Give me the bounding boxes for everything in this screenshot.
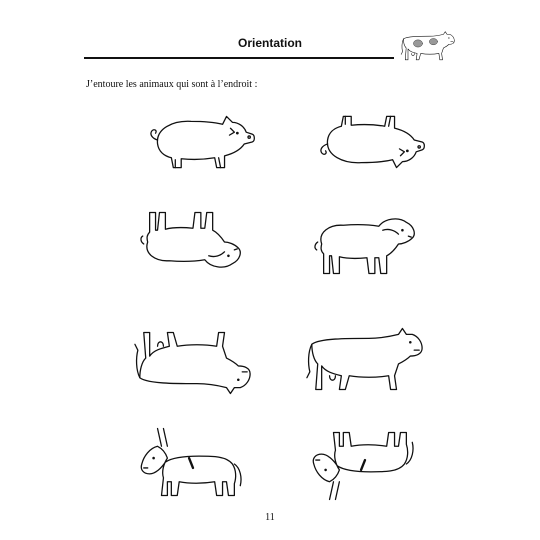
animal-donkey-upside-down[interactable] xyxy=(300,424,430,504)
animal-pig-upright[interactable] xyxy=(130,104,260,184)
cow-icon xyxy=(398,28,458,68)
sheep-icon xyxy=(126,202,256,282)
animal-sheep-upside-down[interactable] xyxy=(126,202,256,282)
animal-pig-upside-down[interactable] xyxy=(300,100,430,180)
animal-donkey-upright[interactable] xyxy=(128,424,258,504)
page-title: Orientation xyxy=(237,36,302,50)
animal-cow-upside-down[interactable] xyxy=(128,322,258,402)
pig-icon xyxy=(300,100,430,180)
animal-sheep-upright[interactable] xyxy=(300,204,430,284)
cow-icon xyxy=(300,320,430,400)
donkey-icon xyxy=(128,424,258,504)
donkey-icon xyxy=(300,424,430,504)
sheep-icon xyxy=(300,204,430,284)
header-rule xyxy=(84,57,394,59)
instruction: J’entoure les animaux qui sont à l’endroit : xyxy=(86,79,258,90)
pig-icon xyxy=(130,104,260,184)
animal-cow-upright[interactable] xyxy=(300,320,430,400)
cow-icon xyxy=(128,322,258,402)
page-number: 11 xyxy=(265,512,275,523)
